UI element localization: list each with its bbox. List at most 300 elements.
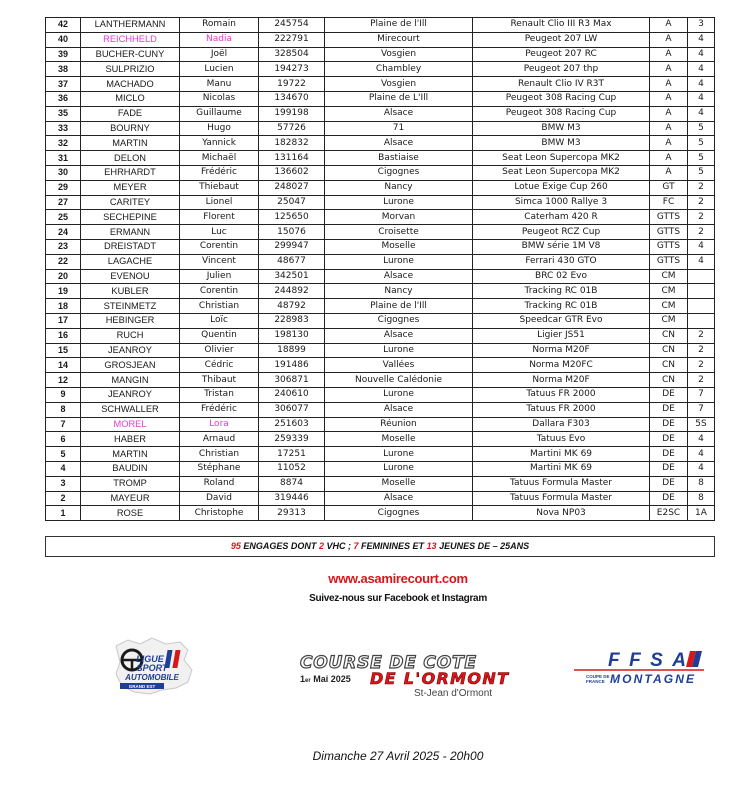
cell-prenom: Yannick [180,136,259,151]
cell-asa: Lurone [325,447,473,462]
cell-licence: 57726 [259,121,325,136]
cell-licence: 240610 [259,387,325,402]
cell-num: 20 [46,269,81,284]
cell-prenom: Luc [180,225,259,240]
cell-prenom: David [180,491,259,506]
cell-nom: JEANROY [81,387,180,402]
cell-nom: SCHWALLER [81,402,180,417]
table-row [46,195,715,210]
cell-voiture: Norma M20F [473,343,650,358]
table-row [46,151,715,166]
table-row [46,165,715,180]
cell-licence: 134670 [259,91,325,106]
cell-voiture: Tatuus FR 2000 [473,387,650,402]
cell-voiture: Speedcar GTR Evo [473,313,650,328]
entries-body [46,18,715,521]
cell-num: 5 [46,447,81,462]
cell-nom: MICLO [81,91,180,106]
ligue-grand-est-logo [110,636,200,698]
cell-num: 27 [46,195,81,210]
cell-voiture: Tracking RC 01B [473,299,650,314]
cell-asa: Morvan [325,210,473,225]
cell-asa: Lurone [325,387,473,402]
cell-num: 3 [46,476,81,491]
cell-asa: Chambley [325,62,473,77]
cell-groupe: CN [650,328,688,343]
cell-licence: 48792 [259,299,325,314]
cell-num: 38 [46,62,81,77]
cell-nom: LAGACHE [81,254,180,269]
cell-licence: 251603 [259,417,325,432]
cell-num: 17 [46,313,81,328]
cell-voiture: Dallara F303 [473,417,650,432]
cell-asa: Plaine de L'Ill [325,91,473,106]
cell-groupe: DE [650,402,688,417]
cell-num: 35 [46,106,81,121]
cell-licence: 136602 [259,165,325,180]
table-row [46,121,715,136]
cell-classe: 2 [688,358,715,373]
cell-voiture: Ligier JS51 [473,328,650,343]
cell-nom: CARITEY [81,195,180,210]
cell-groupe: A [650,151,688,166]
cell-voiture: Simca 1000 Rallye 3 [473,195,650,210]
table-row [46,402,715,417]
cell-nom: FADE [81,106,180,121]
cell-voiture: Ferrari 430 GTO [473,254,650,269]
cell-num: 4 [46,461,81,476]
ffsa-montagne-text: MONTAGNE [610,672,694,686]
cell-num: 36 [46,91,81,106]
cell-classe: 4 [688,461,715,476]
cell-licence: 245754 [259,18,325,33]
cell-asa: Cigognes [325,313,473,328]
table-row [46,77,715,92]
cell-prenom: Michaël [180,151,259,166]
cell-classe: 4 [688,106,715,121]
cell-licence: 228983 [259,313,325,328]
cell-prenom: Vincent [180,254,259,269]
jeunes-count: 13 [426,541,437,551]
cell-licence: 199198 [259,106,325,121]
cell-nom: LANTHERMANN [81,18,180,33]
table-row [46,210,715,225]
cell-prenom: Christophe [180,506,259,521]
cell-voiture: Tatuus FR 2000 [473,402,650,417]
cell-groupe: DE [650,491,688,506]
cell-asa: Alsace [325,269,473,284]
cell-prenom: Lionel [180,195,259,210]
cell-asa: 71 [325,121,473,136]
ffsa-montagne-logo [572,647,706,687]
ligue-text-2: SPORT [136,663,168,673]
cell-nom: HEBINGER [81,313,180,328]
cell-classe: 4 [688,32,715,47]
cell-licence: 29313 [259,506,325,521]
cell-voiture: Renault Clio IV R3T [473,77,650,92]
cell-nom: MAYEUR [81,491,180,506]
course-title: COURSE DE COTE [300,653,476,673]
cell-nom: REICHHELD [81,32,180,47]
cell-classe: 4 [688,91,715,106]
cell-nom: HABER [81,432,180,447]
table-row [46,358,715,373]
cell-groupe: A [650,91,688,106]
cell-prenom: Manu [180,77,259,92]
table-row [46,328,715,343]
cell-prenom: Loïc [180,313,259,328]
table-row [46,106,715,121]
cell-licence: 131164 [259,151,325,166]
cell-classe [688,313,715,328]
cell-num: 39 [46,47,81,62]
cell-voiture: Nova NP03 [473,506,650,521]
cell-num: 23 [46,239,81,254]
cell-classe [688,269,715,284]
cell-prenom: Guillaume [180,106,259,121]
cell-asa: Alsace [325,328,473,343]
feminines-count: 7 [353,541,359,551]
cell-classe: 2 [688,343,715,358]
cell-num: 1 [46,506,81,521]
cell-voiture: Peugeot 207 RC [473,47,650,62]
cell-num: 12 [46,373,81,388]
cell-nom: MEYER [81,180,180,195]
cell-classe [688,299,715,314]
entries-table [45,17,715,521]
cell-classe: 4 [688,47,715,62]
cell-num: 25 [46,210,81,225]
cell-groupe: GTTS [650,239,688,254]
website-link[interactable]: www.asamirecourt.com [328,571,468,586]
cell-nom: MARTIN [81,136,180,151]
cell-num: 42 [46,18,81,33]
cell-groupe: A [650,62,688,77]
cell-num: 29 [46,180,81,195]
cell-nom: MOREL [81,417,180,432]
cell-prenom: Christian [180,299,259,314]
cell-licence: 125650 [259,210,325,225]
table-row [46,284,715,299]
cell-voiture: Peugeot 308 Racing Cup [473,106,650,121]
cell-prenom: Frédéric [180,165,259,180]
cell-prenom: Arnaud [180,432,259,447]
cell-asa: Alsace [325,491,473,506]
cell-prenom: Julien [180,269,259,284]
cell-voiture: Lotue Exige Cup 260 [473,180,650,195]
cell-classe: 2 [688,373,715,388]
table-row [46,387,715,402]
cell-nom: JEANROY [81,343,180,358]
cell-groupe: DE [650,417,688,432]
cell-groupe: CN [650,343,688,358]
cell-num: 31 [46,151,81,166]
entries-summary [45,536,715,557]
cell-groupe: A [650,47,688,62]
cell-asa: Plaine de l'Ill [325,18,473,33]
cell-classe: 4 [688,432,715,447]
cell-nom: DELON [81,151,180,166]
cell-groupe: CM [650,269,688,284]
cell-classe: 7 [688,387,715,402]
cell-licence: 328504 [259,47,325,62]
cell-prenom: Lucien [180,62,259,77]
cell-prenom: Christian [180,447,259,462]
cell-prenom: Joël [180,47,259,62]
engages-count: 95 [230,541,241,551]
cell-prenom: Lora [180,417,259,432]
cell-classe: 3 [688,18,715,33]
cell-licence: 191486 [259,358,325,373]
cell-classe: 4 [688,62,715,77]
cell-num: 16 [46,328,81,343]
cell-num: 32 [46,136,81,151]
cell-nom: RUCH [81,328,180,343]
cell-voiture: Tatuus Formula Master [473,476,650,491]
cell-voiture: Peugeot 308 Racing Cup [473,91,650,106]
table-row [46,136,715,151]
cell-licence: 19722 [259,77,325,92]
cell-groupe: DE [650,447,688,462]
cell-voiture: Martini MK 69 [473,447,650,462]
cell-prenom: Frédéric [180,402,259,417]
cell-groupe: A [650,77,688,92]
cell-asa: Mirecourt [325,32,473,47]
cell-licence: 306871 [259,373,325,388]
cell-licence: 18899 [259,343,325,358]
cell-groupe: A [650,18,688,33]
cell-groupe: GTTS [650,210,688,225]
ffsa-coupe-line1: COUPE DE [586,674,610,679]
cell-groupe: A [650,165,688,180]
course-date: 1er Mai 2025 [300,674,351,684]
cell-asa: Plaine de l'Ill [325,299,473,314]
cell-classe: 1A [688,506,715,521]
table-row [46,447,715,462]
cell-num: 19 [46,284,81,299]
ligue-text-4: GRAND EST [128,684,156,689]
cell-asa: Réunion [325,417,473,432]
cell-asa: Croisette [325,225,473,240]
table-row [46,62,715,77]
cell-voiture: BMW M3 [473,136,650,151]
table-row [46,461,715,476]
feminines-label: FEMININES ET [361,541,425,551]
cell-licence: 15076 [259,225,325,240]
cell-groupe: FC [650,195,688,210]
cell-groupe: A [650,121,688,136]
table-row [46,417,715,432]
cell-nom: ROSE [81,506,180,521]
cell-licence: 342501 [259,269,325,284]
cell-voiture: BMW M3 [473,121,650,136]
cell-num: 18 [46,299,81,314]
cell-voiture: Peugeot 207 LW [473,32,650,47]
engages-label: ENGAGES DONT [243,541,317,551]
cell-nom: MACHADO [81,77,180,92]
cell-classe: 8 [688,491,715,506]
cell-classe: 5 [688,121,715,136]
cell-nom: ERMANN [81,225,180,240]
cell-voiture: BRC 02 Evo [473,269,650,284]
table-row [46,299,715,314]
cell-nom: MARTIN [81,447,180,462]
cell-classe: 8 [688,476,715,491]
table-row [46,254,715,269]
cell-prenom: Cédric [180,358,259,373]
cell-licence: 306077 [259,402,325,417]
cell-asa: Lurone [325,461,473,476]
cell-prenom: Tristan [180,387,259,402]
cell-voiture: Peugeot 207 thp [473,62,650,77]
ligue-text-3: AUTOMOBILE [125,673,179,682]
cell-groupe: DE [650,476,688,491]
table-row [46,476,715,491]
cell-nom: EVENOU [81,269,180,284]
cell-nom: DREISTADT [81,239,180,254]
table-row [46,373,715,388]
event-date: Dimanche 27 Avril 2025 - 20h00 [312,749,484,763]
cell-classe: 5 [688,165,715,180]
cell-classe: 4 [688,239,715,254]
cell-licence: 248027 [259,180,325,195]
cell-nom: GROSJEAN [81,358,180,373]
cell-nom: STEINMETZ [81,299,180,314]
table-row [46,491,715,506]
cell-groupe: A [650,136,688,151]
cell-num: 40 [46,32,81,47]
cell-groupe: E2SC [650,506,688,521]
course-place: St-Jean d'Ormont [414,688,493,699]
cell-licence: 244892 [259,284,325,299]
cell-licence: 299947 [259,239,325,254]
cell-groupe: DE [650,387,688,402]
cell-groupe: CN [650,373,688,388]
cell-classe: 2 [688,210,715,225]
cell-asa: Vallées [325,358,473,373]
cell-prenom: Florent [180,210,259,225]
cell-voiture: Renault Clio III R3 Max [473,18,650,33]
cell-groupe: CN [650,358,688,373]
cell-groupe: A [650,32,688,47]
cell-licence: 222791 [259,32,325,47]
cell-licence: 11052 [259,461,325,476]
cell-num: 8 [46,402,81,417]
cell-licence: 48677 [259,254,325,269]
cell-num: 2 [46,491,81,506]
cell-groupe: DE [650,432,688,447]
cell-licence: 319446 [259,491,325,506]
table-row [46,18,715,33]
cell-groupe: CM [650,299,688,314]
cell-classe: 2 [688,225,715,240]
cell-classe: 5 [688,136,715,151]
cell-asa: Lurone [325,254,473,269]
cell-classe: 4 [688,447,715,462]
vhc-label: VHC ; [326,541,351,551]
table-row [46,506,715,521]
cell-groupe: A [650,106,688,121]
cell-classe: 7 [688,402,715,417]
cell-voiture: Norma M20FC [473,358,650,373]
cell-asa: Cigognes [325,165,473,180]
cell-classe: 5 [688,151,715,166]
cell-nom: SECHEPINE [81,210,180,225]
cell-prenom: Olivier [180,343,259,358]
cell-nom: BAUDIN [81,461,180,476]
cell-groupe: CM [650,284,688,299]
cell-asa: Moselle [325,239,473,254]
cell-prenom: Nicolas [180,91,259,106]
cell-prenom: Hugo [180,121,259,136]
table-row [46,343,715,358]
cell-num: 33 [46,121,81,136]
table-row [46,313,715,328]
cell-prenom: Corentin [180,284,259,299]
cell-voiture: Tracking RC 01B [473,284,650,299]
cell-nom: BOURNY [81,121,180,136]
cell-licence: 259339 [259,432,325,447]
cell-asa: Nouvelle Calédonie [325,373,473,388]
cell-asa: Lurone [325,195,473,210]
table-row [46,32,715,47]
cell-licence: 194273 [259,62,325,77]
cell-num: 14 [46,358,81,373]
cell-voiture: BMW série 1M V8 [473,239,650,254]
cell-asa: Nancy [325,284,473,299]
cell-classe [688,284,715,299]
cell-num: 24 [46,225,81,240]
ffsa-text: FFSA [608,650,686,671]
cell-prenom: Nadia [180,32,259,47]
cell-classe: 2 [688,328,715,343]
cell-prenom: Stéphane [180,461,259,476]
cell-prenom: Thibaut [180,373,259,388]
cell-voiture: Tatuus Formula Master [473,491,650,506]
cell-licence: 198130 [259,328,325,343]
cell-asa: Alsace [325,402,473,417]
cell-classe: 4 [688,254,715,269]
cell-prenom: Romain [180,18,259,33]
cell-groupe: CM [650,313,688,328]
cell-licence: 182832 [259,136,325,151]
table-row [46,91,715,106]
cell-licence: 8874 [259,476,325,491]
table-row [46,239,715,254]
cell-nom: MANGIN [81,373,180,388]
cell-prenom: Roland [180,476,259,491]
vhc-count: 2 [318,541,324,551]
cell-voiture: Seat Leon Supercopa MK2 [473,151,650,166]
cell-classe: 4 [688,77,715,92]
course-de-cote-logo [296,648,516,703]
cell-nom: TROMP [81,476,180,491]
cell-asa: Alsace [325,106,473,121]
cell-groupe: GTTS [650,225,688,240]
cell-num: 15 [46,343,81,358]
cell-nom: BUCHER-CUNY [81,47,180,62]
course-name: DE L'ORMONT [370,669,508,688]
cell-asa: Vosgien [325,77,473,92]
table-row [46,269,715,284]
cell-num: 6 [46,432,81,447]
cell-num: 30 [46,165,81,180]
cell-asa: Moselle [325,476,473,491]
cell-asa: Vosgien [325,47,473,62]
table-row [46,225,715,240]
cell-nom: EHRHARDT [81,165,180,180]
table-row [46,180,715,195]
